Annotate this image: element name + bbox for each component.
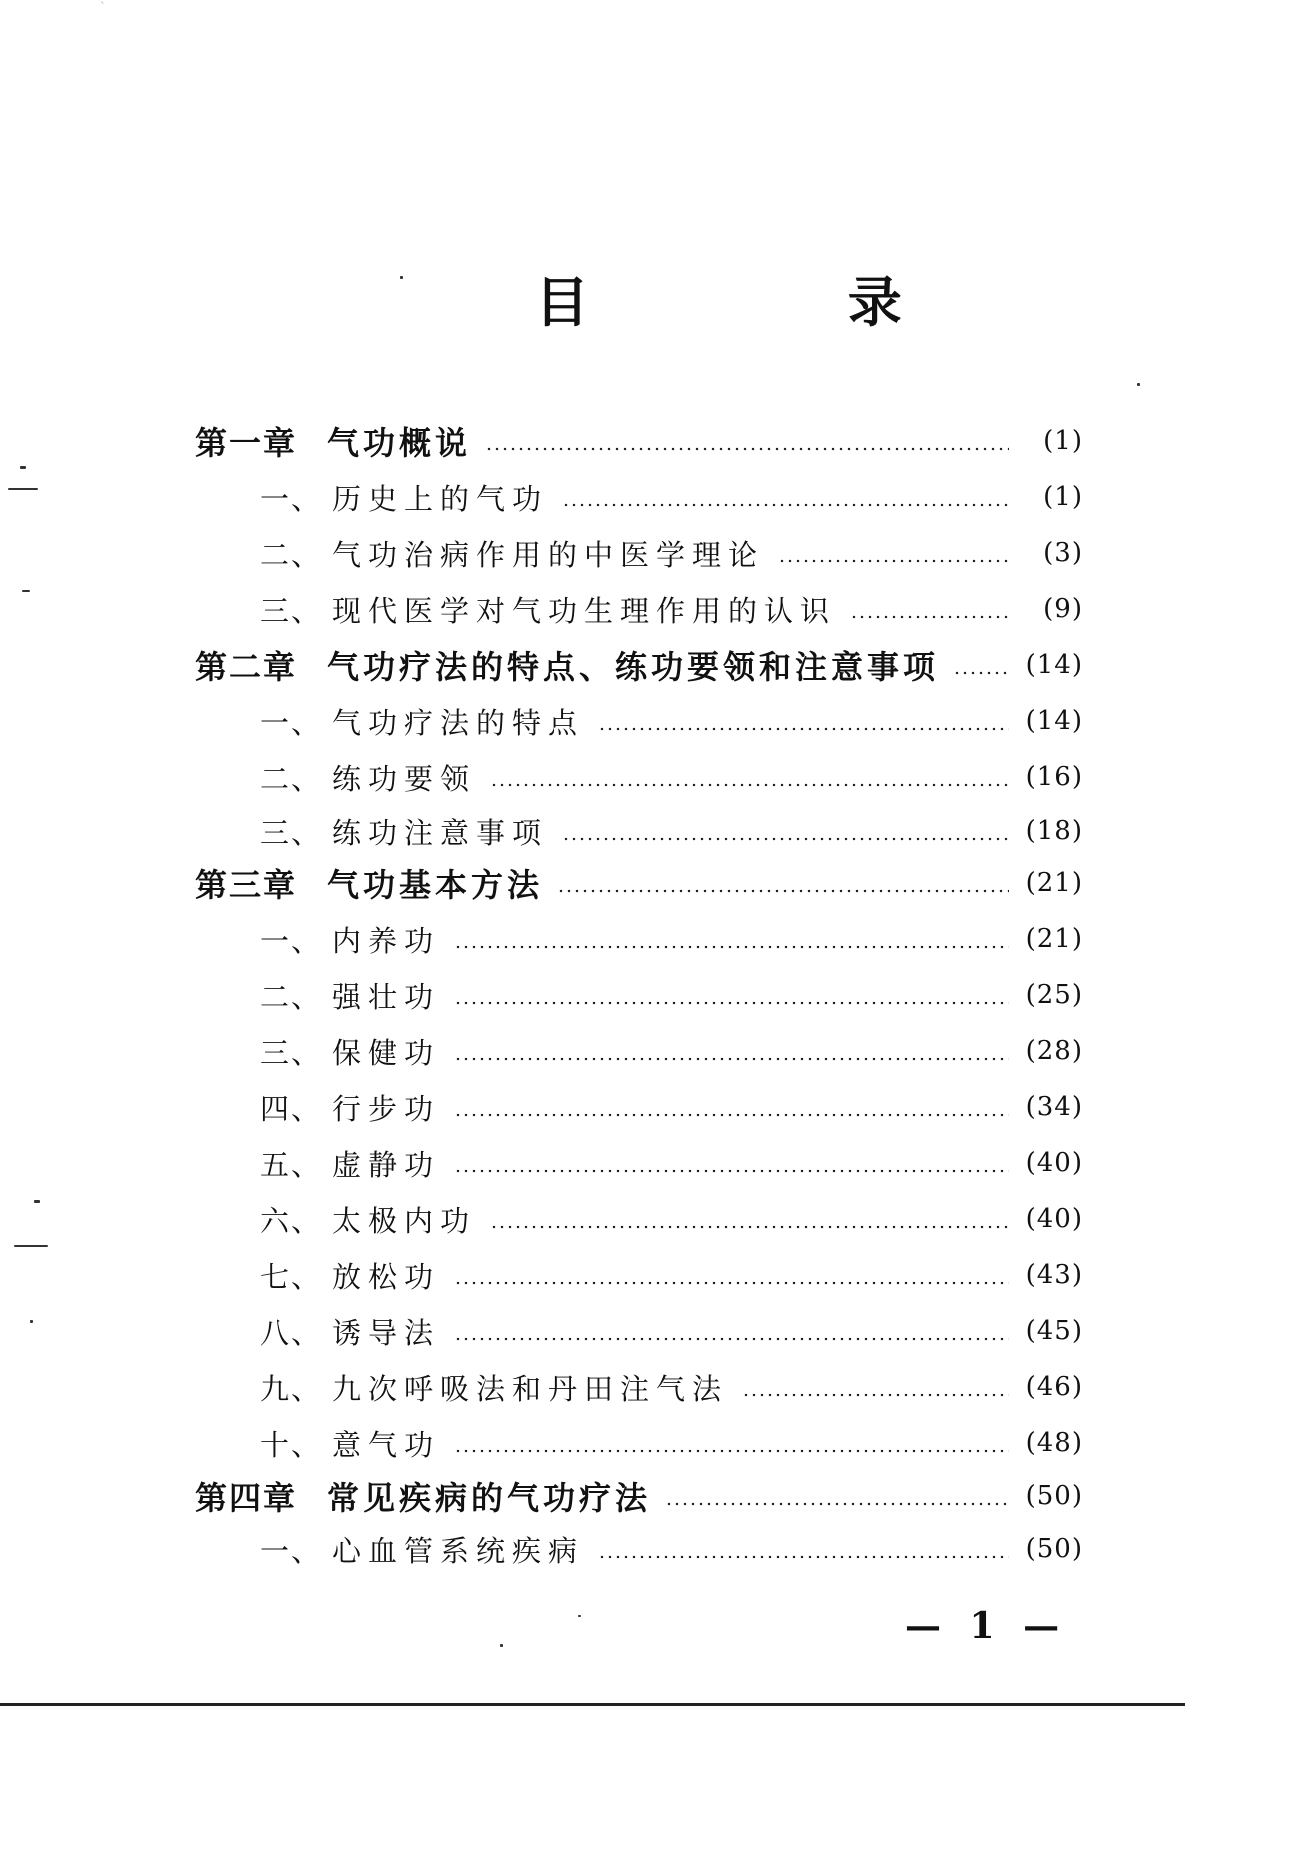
section-title: 心血管系统疾病 <box>332 1533 585 1568</box>
toc-section-3-9[interactable] <box>260 1364 1083 1410</box>
scan-speck <box>578 1615 581 1617</box>
dot-leader <box>454 945 1009 949</box>
page-number: — 1 — <box>905 1605 1068 1647</box>
section-title: 意气功 <box>332 1427 441 1462</box>
page-reference: (1) <box>1043 482 1083 512</box>
page-reference: (45) <box>1025 1316 1083 1346</box>
page-reference: (21) <box>1025 924 1083 954</box>
section-number: 二、 <box>260 537 323 572</box>
toc-section-3-6[interactable] <box>260 1196 1083 1242</box>
page-reference: (14) <box>1025 706 1083 736</box>
page-reference: (28) <box>1025 1036 1083 1066</box>
page-reference: (18) <box>1025 816 1083 846</box>
page-reference: (1) <box>1043 426 1083 456</box>
toc-chapter-3[interactable] <box>195 860 1083 906</box>
dot-leader <box>454 1281 1009 1285</box>
section-number: 三、 <box>260 1035 323 1070</box>
chapter-number: 第二章 <box>195 648 298 686</box>
dot-leader <box>490 783 1009 787</box>
section-title: 练功注意事项 <box>332 815 549 850</box>
toc-section-1-1[interactable] <box>260 474 1083 520</box>
scan-speck <box>14 1245 48 1247</box>
section-title: 放松功 <box>332 1259 441 1294</box>
chapter-number: 第三章 <box>195 866 298 904</box>
page-reference: (14) <box>1025 650 1083 680</box>
scan-speck <box>20 466 26 469</box>
toc-section-1-3[interactable] <box>260 586 1083 632</box>
dot-leader <box>490 1225 1009 1229</box>
page-reference: (43) <box>1025 1260 1083 1290</box>
scan-speck <box>22 590 30 592</box>
page-title: 目 录 <box>535 270 1022 334</box>
section-title: 诱导法 <box>332 1315 441 1350</box>
section-number: 五、 <box>260 1147 323 1182</box>
section-title: 内养功 <box>332 923 441 958</box>
section-title: 现代医学对气功生理作用的认识 <box>332 593 837 628</box>
section-number: 一、 <box>260 1533 323 1568</box>
chapter-title: 常见疾病的气功疗法 <box>327 1479 652 1517</box>
dot-leader <box>562 837 1009 841</box>
dot-leader <box>557 889 1009 893</box>
toc-section-1-2[interactable] <box>260 530 1083 576</box>
page-reference: (40) <box>1025 1148 1083 1178</box>
toc-section-3-7[interactable] <box>260 1252 1083 1298</box>
toc-section-3-4[interactable] <box>260 1084 1083 1130</box>
dot-leader <box>562 503 1009 507</box>
dot-leader <box>742 1393 1009 1397</box>
toc-section-3-10[interactable] <box>260 1420 1083 1466</box>
toc-section-3-3[interactable] <box>260 1028 1083 1074</box>
section-title: 保健功 <box>332 1035 441 1070</box>
toc-chapter-4[interactable] <box>195 1473 1083 1519</box>
toc-section-3-2[interactable] <box>260 972 1083 1018</box>
dot-leader <box>454 1001 1009 1005</box>
scan-speck <box>8 488 38 490</box>
section-title: 九次呼吸法和丹田注气法 <box>332 1371 729 1406</box>
chapter-title: 气功概说 <box>327 424 472 462</box>
section-number: 七、 <box>260 1259 323 1294</box>
toc-section-2-2[interactable] <box>260 754 1083 800</box>
section-number: 一、 <box>260 481 323 516</box>
toc-section-3-8[interactable] <box>260 1308 1083 1354</box>
page-reference: (21) <box>1025 868 1083 898</box>
section-number: 二、 <box>260 979 323 1014</box>
toc-section-2-1[interactable] <box>260 698 1083 744</box>
toc-section-4-1[interactable] <box>260 1526 1083 1572</box>
page-reference: (16) <box>1025 762 1083 792</box>
toc-chapter-2[interactable] <box>195 642 1083 688</box>
page-reference: (40) <box>1025 1204 1083 1234</box>
toc-chapter-1[interactable] <box>195 418 1083 464</box>
scan-speck <box>30 1320 33 1323</box>
section-number: 四、 <box>260 1091 323 1126</box>
dot-leader <box>850 615 1009 619</box>
dot-leader <box>598 727 1009 731</box>
section-number: 二、 <box>260 761 323 796</box>
section-number: 一、 <box>260 705 323 740</box>
page-reference: (34) <box>1025 1092 1083 1122</box>
section-number: 三、 <box>260 815 323 850</box>
section-title: 行步功 <box>332 1091 441 1126</box>
chapter-title: 气功基本方法 <box>327 866 544 904</box>
section-title: 历史上的气功 <box>332 481 549 516</box>
dot-leader <box>953 671 1009 675</box>
corner-watermark <box>4 0 104 53</box>
dot-leader <box>454 1169 1009 1173</box>
page-reference: (25) <box>1025 980 1083 1010</box>
dot-leader <box>665 1502 1009 1506</box>
section-title: 强壮功 <box>332 979 441 1014</box>
bottom-rule <box>0 1703 1185 1706</box>
section-title: 虚静功 <box>332 1147 441 1182</box>
chapter-title: 气功疗法的特点、练功要领和注意事项 <box>327 648 940 686</box>
section-number: 六、 <box>260 1203 323 1238</box>
chapter-number: 第四章 <box>195 1479 298 1517</box>
page-reference: (9) <box>1043 594 1083 624</box>
section-title: 气功治病作用的中医学理论 <box>332 537 765 572</box>
section-number: 一、 <box>260 923 323 958</box>
page-reference: (46) <box>1025 1372 1083 1402</box>
scan-speck <box>34 1200 40 1203</box>
scan-speck <box>400 276 403 279</box>
scan-speck <box>500 1644 503 1647</box>
dot-leader <box>454 1449 1009 1453</box>
page-reference: (3) <box>1043 538 1083 568</box>
section-number: 九、 <box>260 1371 323 1406</box>
dot-leader <box>598 1555 1009 1559</box>
section-number: 十、 <box>260 1427 323 1462</box>
section-number: 八、 <box>260 1315 323 1350</box>
dot-leader <box>454 1113 1009 1117</box>
page-reference: (48) <box>1025 1428 1083 1458</box>
toc-section-3-1[interactable] <box>260 916 1083 962</box>
section-title: 练功要领 <box>332 761 477 796</box>
page-reference: (50) <box>1025 1534 1083 1564</box>
toc-section-2-3[interactable] <box>260 808 1083 854</box>
section-title: 气功疗法的特点 <box>332 705 585 740</box>
dot-leader <box>454 1057 1009 1061</box>
dot-leader <box>485 447 1009 451</box>
section-title: 太极内功 <box>332 1203 477 1238</box>
page-reference: (50) <box>1025 1481 1083 1511</box>
toc-section-3-5[interactable] <box>260 1140 1083 1186</box>
chapter-number: 第一章 <box>195 424 298 462</box>
dot-leader <box>454 1337 1009 1341</box>
dot-leader <box>778 559 1009 563</box>
scan-speck <box>1137 383 1140 386</box>
section-number: 三、 <box>260 593 323 628</box>
